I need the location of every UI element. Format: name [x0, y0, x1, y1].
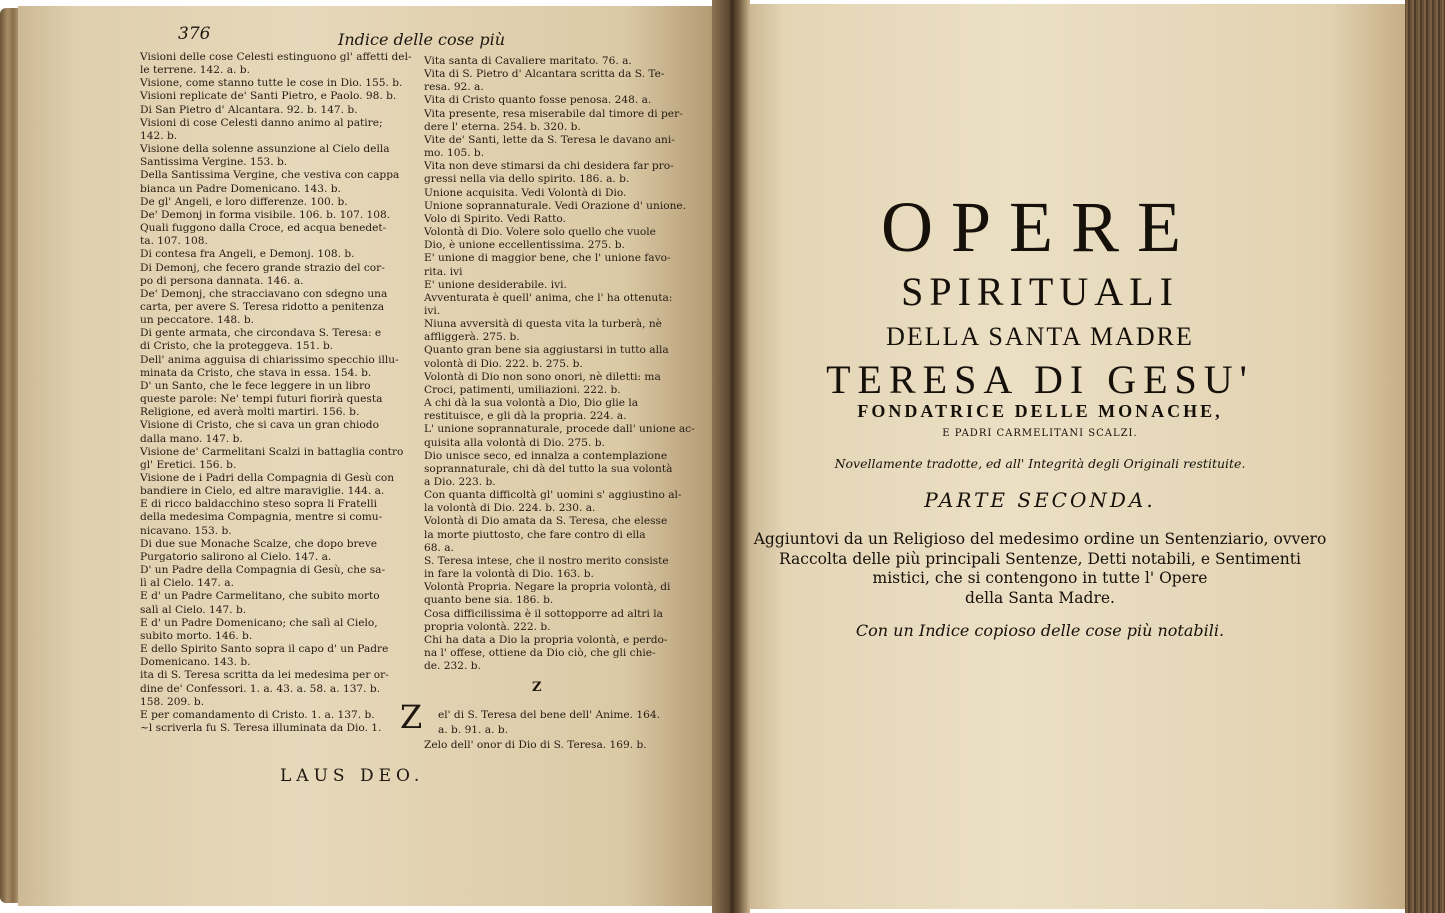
addendum-line: mistici, che si contengono in tutte l' Opere [872, 569, 1208, 587]
index-entry-line: Dio unisce seco, ed innalza a contemplazione [424, 449, 668, 462]
index-entry-line: Volontà di Dio. Volere solo quello che vuole [424, 226, 656, 239]
index-entry-line: Visione de' Carmelitani Scalzi in battaglia contro [140, 445, 404, 458]
index-column-left [140, 51, 412, 735]
closing-laus-deo: LAUS DEO. [280, 766, 425, 786]
index-entry-line: E d' un Padre Domenicano; che salì al Cielo, [140, 616, 378, 629]
index-entry-line: E per comandamento di Cristo. 1. a. 137. b. [140, 708, 375, 721]
index-entry-line: bianca un Padre Domenicano. 143. b. [140, 182, 341, 195]
index-entry-line: Della Santissima Vergine, che vestiva con cappa [140, 169, 400, 182]
index-entry-line: Volo di Spirito. Vedi Ratto. [424, 212, 566, 225]
index-entry-line: Domenicano. 143. b. [140, 656, 251, 669]
index-column-right [424, 55, 695, 673]
index-entry-line: Di gente armata, che circondava S. Teresa: e [140, 327, 382, 340]
index-entry-line: De' Demonj in forma visibile. 106. b. 107. 108. [140, 208, 391, 221]
index-entry-line: Unione soprannaturale. Vedi Orazione d' unione. [424, 199, 687, 212]
author-line: DELLA SANTA MADRE [886, 322, 1194, 351]
index-entry-line: Con quanta difficoltà gl' uomini s' aggiustino al- [424, 489, 682, 502]
index-note: Con un Indice copioso delle cose più notabili. [855, 621, 1225, 640]
index-entry-line: Visione, come stanno tutte le cose in Dio. 155. b. [140, 77, 403, 90]
index-entry-line: Di Demonj, che fecero grande strazio del cor- [140, 261, 385, 274]
index-entry-line: Visioni di cose Celesti danno animo al patire; [140, 116, 383, 129]
index-entry-line: Religione, ed averà molti martiri. 156. b. [140, 406, 360, 419]
index-entry-line: D' un Padre della Compagnia di Gesù, che sa- [140, 564, 386, 577]
index-entry-line: Quanto gran bene sia aggiustarsi in tutto alla [424, 344, 669, 357]
right-page-edges [1405, 0, 1445, 913]
index-entry-line: na l' offese, ottiene da Dio ciò, che gli chie- [424, 647, 656, 660]
index-entry-line: Vita di Cristo quanto fosse penosa. 248. a. [424, 94, 652, 107]
index-entry-line: ~l scriverla fu S. Teresa illuminata da Dio. 1. [140, 721, 382, 734]
index-entry-line: D' un Santo, che le fece leggere in un libro [140, 379, 371, 392]
index-entry-line: S. Teresa intese, che il nostro merito consiste [424, 554, 669, 567]
index-entry-line: gl' Eretici. 156. b. [140, 458, 237, 471]
page-number: 376 [178, 24, 211, 44]
index-entry-line: quisita alla volontà di Dio. 275. b. [424, 436, 605, 449]
index-entry-line: L' unione soprannaturale, procede dall' unione ac- [424, 423, 695, 436]
title-main: OPERE [880, 187, 1200, 267]
index-entry-line: Volontà Propria. Negare la propria volontà, di [424, 581, 671, 594]
index-entry-line: Dio, è unione eccellentissima. 275. b. [424, 239, 625, 252]
index-entry-line: E' unione desiderabile. ivi. [424, 278, 567, 291]
index-entry-line: E' unione di maggior bene, che l' unione favo- [424, 252, 671, 265]
index-entry-line: Vita santa di Cavaliere maritato. 76. a. [424, 55, 632, 67]
role-line-2: E PADRI CARMELITANI SCALZI. [942, 428, 1138, 439]
index-entry-line: rita. ivi [424, 265, 463, 278]
index-entry-line: Croci, patimenti, umiliazioni. 222. b. [424, 383, 621, 396]
index-entry-line: 68. a. [424, 541, 454, 554]
index-entry-line: Volontà di Dio amata da S. Teresa, che elesse [424, 515, 668, 528]
index-entry-line: 142. b. [140, 129, 178, 142]
index-entry-line: De' Demonj, che stracciavano con sdegno una [140, 287, 388, 300]
index-entry-line: resa. 92. a. [424, 81, 484, 94]
index-entry-line: restituisce, e gli dà la propria. 224. a. [424, 410, 627, 423]
index-entry-line: subito morto. 146. b. [140, 629, 253, 642]
index-entry-line: in fare la volontà di Dio. 163. b. [424, 568, 594, 581]
index-entry-line: ta. 107. 108. [140, 235, 208, 248]
index-entry-line: dere l' eterna. 254. b. 320. b. [424, 120, 581, 133]
addendum-text [745, 530, 1335, 608]
index-entry-line: ivi. [424, 304, 441, 317]
index-entry-line: Vita presente, resa miserabile dal timore di per- [424, 107, 683, 120]
index-entry-line: della medesima Compagnia, mentre si comu- [140, 511, 383, 524]
part-heading: PARTE SECONDA. [924, 488, 1156, 512]
addendum-line: della Santa Madre. [965, 588, 1115, 607]
index-entry-line: minata da Cristo, che stava in essa. 154. b. [140, 366, 372, 379]
addendum-line: Raccolta delle più principali Sentenze, Detti notabili, e Sentimenti [779, 549, 1301, 568]
index-entry-line: Santissima Vergine. 153. b. [140, 156, 288, 169]
index-entry-line: Avventurata è quell' anima, che l' ha ottenuta: [424, 291, 673, 304]
index-entry-line: un peccatore. 148. b. [140, 314, 255, 327]
z-entry: a. b. 91. a. b. [438, 724, 508, 736]
index-entry-line: Purgatorio salirono al Cielo. 147. a. [140, 550, 332, 563]
index-entry-line: Visioni delle cose Celesti estinguono gl' affetti del- [140, 51, 412, 63]
index-entry-line: A chi dà la sua volontà a Dio, Dio glie la [424, 397, 639, 410]
index-entry-line: a Dio. 223. b. [424, 476, 496, 488]
index-entry-line: dalla mano. 147. b. [140, 432, 243, 445]
index-entry-line: nicavano. 153. b. [140, 524, 232, 537]
section-letter: Z [532, 680, 542, 695]
translation-note: Novellamente tradotte, ed all' Integrità degli Originali restituite. [834, 456, 1246, 471]
index-entry-line: bandiere in Cielo, ed altre maraviglie. 144. a. [140, 485, 385, 498]
index-entry-line: E di ricco baldacchino steso sopra li Fratelli [140, 498, 377, 511]
drop-cap-initial: Z [400, 698, 423, 736]
index-entry-line: la morte piuttosto, che fare contro di ella [424, 528, 646, 541]
role-line: FONDATRICE DELLE MONACHE, [857, 401, 1223, 421]
author-name: TERESA DI GESU' [826, 357, 1254, 402]
index-entry-line: Visione della solenne assunzione al Cielo della [140, 143, 390, 156]
index-entry-line: 158. 209. b. [140, 695, 205, 708]
index-entry-line: la volontà di Dio. 224. b. 230. a. [424, 502, 596, 515]
index-entry-line: de. 232. b. [424, 660, 481, 673]
index-entry-line: Chi ha data a Dio la propria volontà, e perdo- [424, 633, 668, 646]
index-entry-line: dine de' Confessori. 1. a. 43. a. 58. a. 137. b. [140, 682, 381, 695]
index-entry-line: Di contesa fra Angeli, e Demonj. 108. b. [140, 248, 355, 261]
index-entry-line: Vita non deve stimarsi da chi desidera far pro- [424, 160, 674, 173]
index-entry-line: E dello Spirito Santo sopra il capo d' un Padre [140, 643, 389, 656]
index-entry-line: Niuna avversità di questa vita la turberà, nè [424, 318, 662, 331]
addendum-line: Aggiuntovi da un Religioso del medesimo ordine un Sentenziario, ovvero [753, 530, 1327, 548]
index-entry-line: soprannaturale, chi dà del tutto la sua volontà [424, 462, 673, 475]
index-entry-line: po di persona dannata. 146. a. [140, 274, 304, 287]
index-entry-line: salì al Cielo. 147. b. [140, 603, 247, 616]
z-entries [424, 708, 660, 753]
index-entry-line: Volontà di Dio non sono onori, nè diletti: ma [424, 370, 661, 383]
index-entry-line: Visione di Cristo, che si cava un gran chiodo [140, 419, 379, 432]
index-entry-line: Dell' anima agguisa di chiarissimo specchio illu- [140, 353, 399, 366]
index-entry-line: propria volontà. 222. b. [424, 620, 551, 633]
index-entry-line: De gl' Angeli, e loro differenze. 100. b. [140, 195, 348, 208]
index-entry-line: Di San Pietro d' Alcantara. 92. b. 147. b. [140, 103, 358, 116]
index-entry-line: mo. 105. b. [424, 147, 485, 160]
index-entry-line: queste parole: Ne' tempi futuri fiorirà questa [140, 393, 383, 406]
index-entry-line: di Cristo, che la proteggeva. 151. b. [140, 340, 334, 353]
index-entry-line: Visione de i Padri della Compagnia di Gesù con [140, 472, 395, 484]
index-entry-line: carta, per avere S. Teresa ridotto a penitenza [140, 300, 385, 313]
z-entry: el' di S. Teresa del bene dell' Anime. 164. [438, 709, 660, 721]
index-entry-line: Quali fuggono dalla Croce, ed acqua benedet- [140, 222, 387, 235]
index-entry-line: Cosa difficilissima è il sottopporre ad altri la [424, 607, 663, 620]
index-entry-line: Vite de' Santi, lette da S. Teresa le davano ani- [424, 133, 675, 146]
index-entry-line: E d' un Padre Carmelitano, che subito morto [140, 590, 380, 603]
index-entry-line: quanto bene sia. 186. b. [424, 594, 554, 607]
index-entry-line: Vita di S. Pietro d' Alcantara scritta da S. Te- [424, 68, 665, 81]
index-entry-line: affliggerà. 275. b. [424, 331, 520, 344]
index-entry-line: lì al Cielo. 147. a. [140, 577, 234, 590]
title-sub: SPIRITUALI [901, 269, 1179, 314]
z-entry: Zelo dell' onor di Dio di S. Teresa. 169. b. [424, 739, 647, 751]
index-entry-line: le terrene. 142. a. b. [140, 64, 250, 77]
index-entry-line: volontà di Dio. 222. b. 275. b. [424, 357, 583, 370]
index-entry-line: ita di S. Teresa scritta da lei medesima per or- [140, 669, 389, 682]
index-entry-line: Visioni replicate de' Santi Pietro, e Paolo. 98. b. [140, 90, 397, 103]
index-entry-line: Unione acquisita. Vedi Volontà di Dio. [424, 186, 627, 199]
running-title: Indice delle cose più [338, 30, 506, 49]
index-entry-line: gressi nella via dello spirito. 186. a. b. [424, 173, 630, 186]
index-entry-line: Di due sue Monache Scalze, che dopo breve [140, 537, 378, 550]
